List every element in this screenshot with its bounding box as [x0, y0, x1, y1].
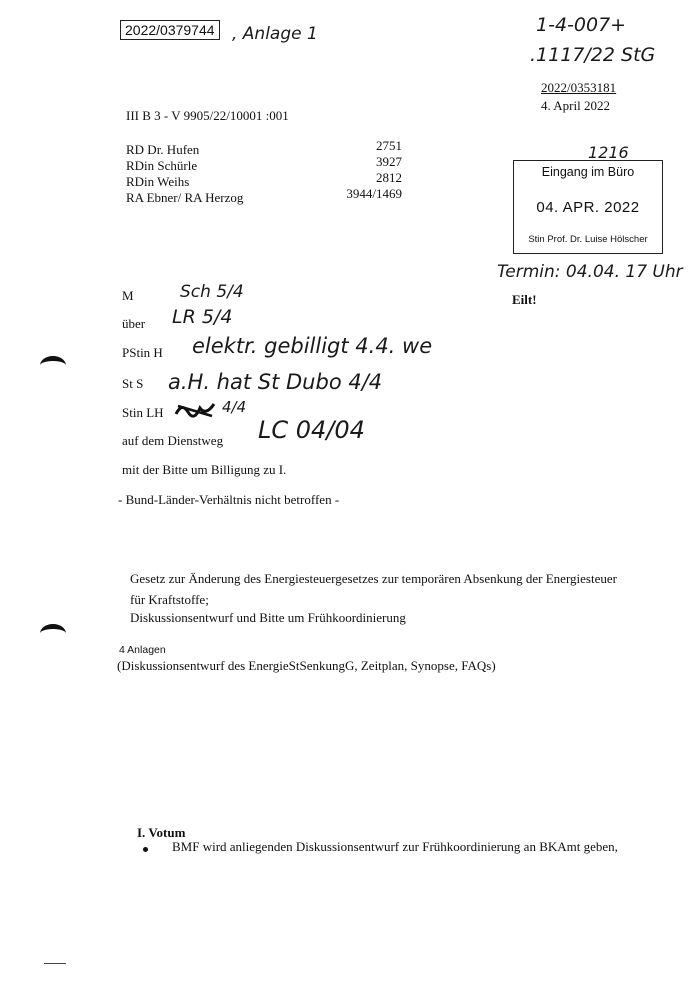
handwritten-initials-ueber: LR 5/4 [172, 306, 233, 328]
routing-pstin: PStin H [122, 345, 163, 360]
stamp-title: Eingang im Büro [541, 165, 635, 179]
file-reference: III B 3 - V 9905/22/10001 :001 [126, 108, 289, 123]
contact-phone: 3927 [376, 154, 402, 169]
routing-sts: St S [122, 376, 144, 391]
handwritten-initials-dienstweg: LC 04/04 [258, 416, 365, 444]
routing-dienstweg: auf dem Dienstweg [122, 433, 224, 448]
stamp-date: 04. APR. 2022 [536, 199, 640, 216]
handwritten-reference-2: .1117/22 StG [530, 44, 656, 66]
contact-phone: 3944/1469 [346, 186, 402, 201]
contact-name: RD Dr. Hufen [126, 142, 200, 157]
punch-hole-mark [40, 624, 66, 643]
annex-count: 4 Anlagen [119, 644, 166, 656]
contact-name: RDin Schürle [126, 158, 198, 173]
annex-handwritten-note: , Anlage 1 [232, 24, 318, 44]
contact-phone: 2812 [376, 170, 402, 185]
handwritten-date-stinlh: 4/4 [222, 398, 247, 416]
approval-request: mit der Bitte um Billigung zu I. [122, 462, 287, 477]
contact-list [126, 142, 243, 206]
document-number-box [120, 20, 220, 40]
subject-line-2: für Kraftstoffe; [130, 592, 209, 607]
votum-bullet-text: BMF wird anliegenden Diskussionsentwurf zur Frühkoordinierung an BKAmt geben, [172, 839, 618, 854]
contact-name: RDin Weihs [126, 174, 190, 189]
routing-ueber: über [122, 316, 146, 331]
routing-stinlh: Stin LH [122, 405, 164, 420]
receipt-stamp [513, 160, 663, 254]
subject-line-3: Diskussionsentwurf und Bitte um Frühkoordinierung [130, 610, 406, 625]
contact-phone-list [342, 138, 402, 202]
handwritten-reference-1: 1-4-007+ [536, 14, 627, 36]
handwritten-note-sts: a.H. hat St Dubo 4/4 [168, 370, 383, 394]
contact-phone: 2751 [376, 138, 402, 153]
document-number: 2022/0379744 [125, 22, 215, 38]
bullet-point [143, 847, 148, 852]
subject-line-1: Gesetz zur Änderung des Energiesteuergesetzes zur temporären Absenkung der Energiesteuer [130, 571, 617, 586]
section-title-votum: I. Votum [137, 825, 186, 840]
urgent-label: Eilt! [512, 292, 537, 307]
handwritten-deadline: Termin: 04.04. 17 Uhr [497, 262, 683, 282]
annex-list: (Diskussionsentwurf des EnergieStSenkungG, Zeitplan, Synopse, FAQs) [117, 658, 496, 673]
stamp-footer: Stin Prof. Dr. Luise Hölscher [528, 234, 648, 245]
reference-number: 2022/0353181 [541, 80, 617, 95]
punch-hole-mark [40, 356, 66, 375]
handwritten-initials-m: Sch 5/4 [180, 282, 244, 302]
stamp-handwritten-number: 1216 [588, 143, 629, 162]
routing-m: M [122, 288, 134, 303]
contact-name: RA Ebner/ RA Herzog [126, 190, 244, 205]
fold-mark [44, 963, 66, 964]
federal-relation-note: - Bund-Länder-Verhältnis nicht betroffen - [118, 492, 340, 507]
handwritten-approval-pstin: elektr. gebilligt 4.4. we [192, 334, 433, 358]
document-date: 4. April 2022 [541, 98, 610, 113]
handwritten-scribble [174, 400, 218, 420]
